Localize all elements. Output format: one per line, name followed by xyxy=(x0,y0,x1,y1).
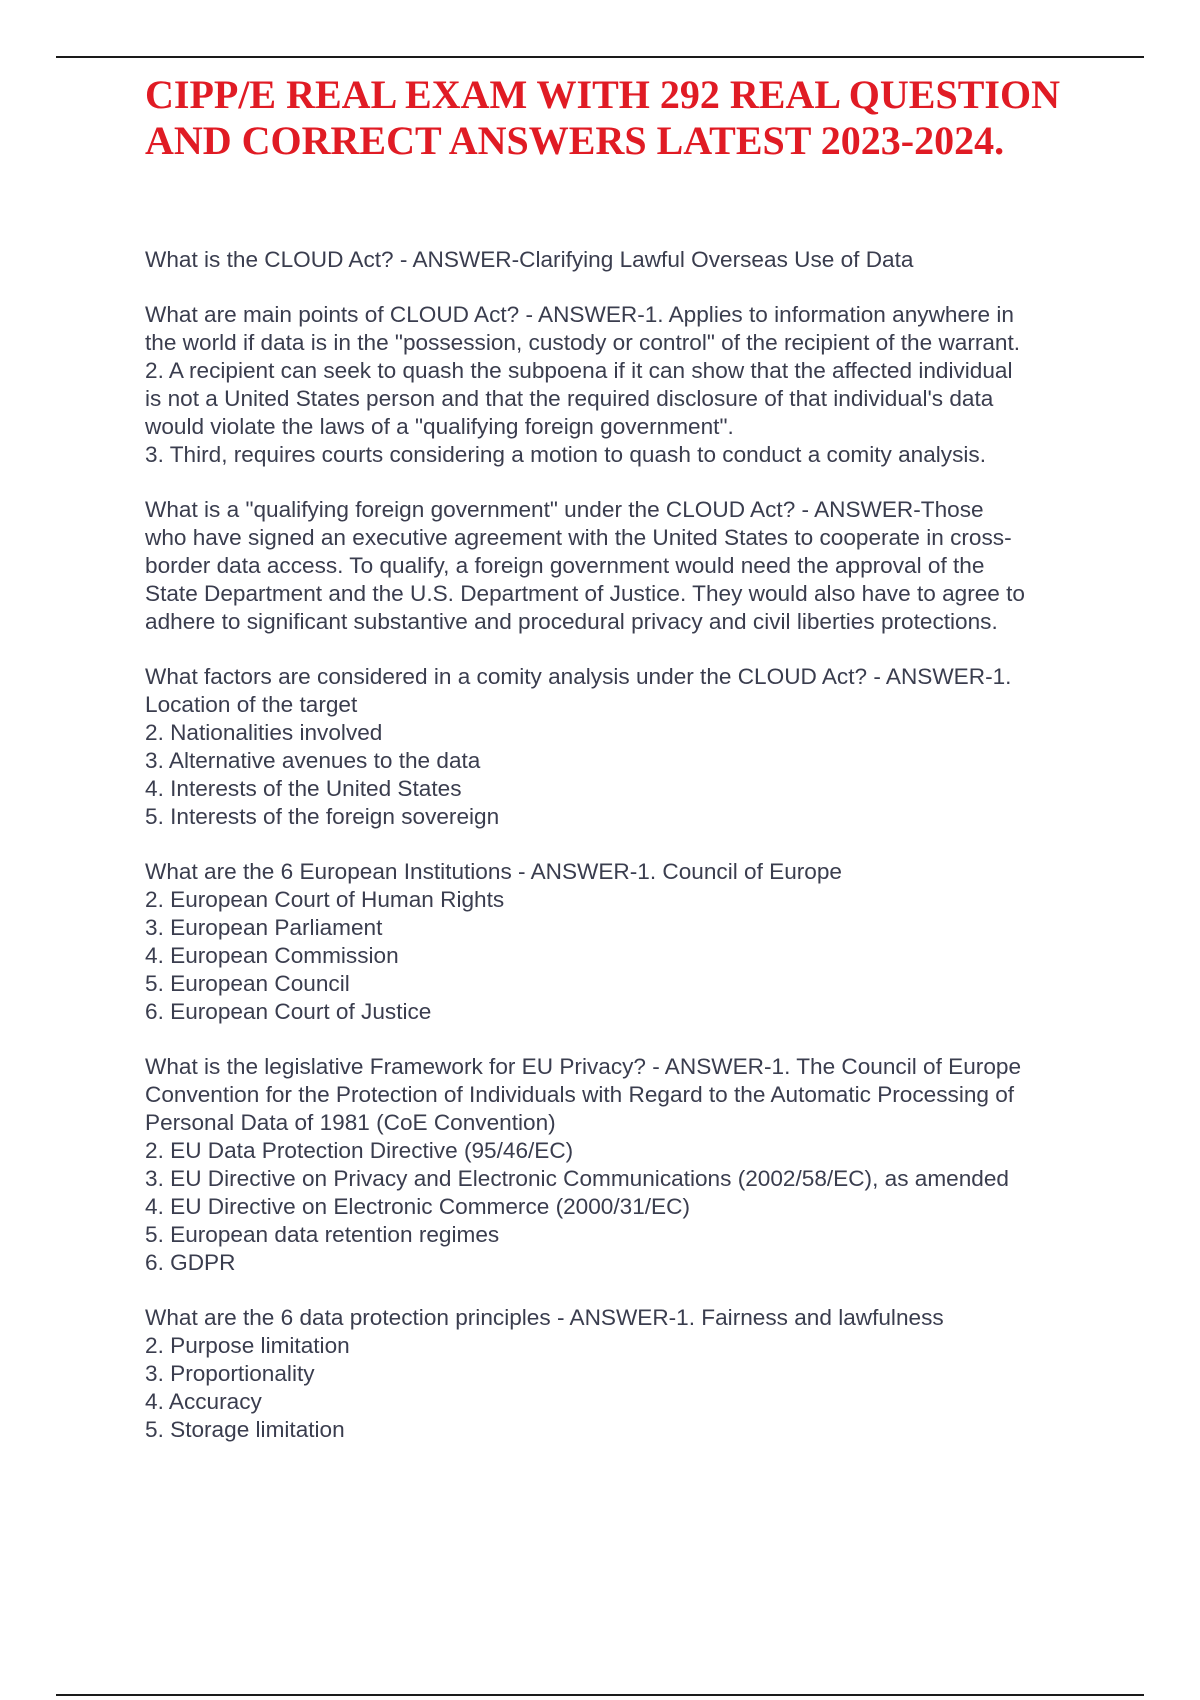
qa-line: Location of the target xyxy=(145,692,358,717)
qa-line: 2. European Court of Human Rights xyxy=(145,887,505,912)
qa-line: 5. European Council xyxy=(145,971,350,996)
qa-line: What is the legislative Framework for EU Privacy? - ANSWER-1. The Council of Europe xyxy=(145,1054,1022,1079)
qa-line: What factors are considered in a comity analysis under the CLOUD Act? - ANSWER-1. xyxy=(145,664,1012,689)
qa-line: State Department and the U.S. Department of Justice. They would also have to agree to xyxy=(145,581,1025,606)
qa-line: 4. European Commission xyxy=(145,943,399,968)
qa-line: What are the 6 data protection principles - ANSWER-1. Fairness and lawfulness xyxy=(145,1305,944,1330)
qa-line: 2. A recipient can seek to quash the subpoena if it can show that the affected individual xyxy=(145,358,1013,383)
qa-line: What are the 6 European Institutions - ANSWER-1. Council of Europe xyxy=(145,859,842,884)
qa-line: is not a United States person and that the required disclosure of that individual's data xyxy=(145,386,994,411)
qa-line: 6. European Court of Justice xyxy=(145,999,432,1024)
qa-item xyxy=(145,301,1100,469)
qa-line: the world if data is in the "possession, custody or control" of the recipient of the warrant. xyxy=(145,330,1021,355)
qa-line: Convention for the Protection of Individuals with Regard to the Automatic Processing of xyxy=(145,1082,1015,1107)
qa-line: who have signed an executive agreement with the United States to cooperate in cross- xyxy=(145,525,1012,550)
qa-line: 4. Accuracy xyxy=(145,1389,262,1414)
title-line-1: CIPP/E REAL EXAM WITH 292 REAL QUESTION xyxy=(145,72,1060,117)
qa-line: 3. European Parliament xyxy=(145,915,383,940)
qa-item xyxy=(145,246,1100,274)
qa-list xyxy=(145,246,1100,1471)
qa-item xyxy=(145,496,1100,636)
qa-item xyxy=(145,1304,1100,1444)
qa-line: 4. EU Directive on Electronic Commerce (2000/31/EC) xyxy=(145,1194,690,1219)
qa-line: 4. Interests of the United States xyxy=(145,776,462,801)
qa-line: border data access. To qualify, a foreign government would need the approval of the xyxy=(145,553,985,578)
qa-line: 5. Storage limitation xyxy=(145,1417,345,1442)
qa-item xyxy=(145,858,1100,1026)
footer-rule xyxy=(56,1694,1144,1696)
qa-line: What are main points of CLOUD Act? - ANSWER-1. Applies to information anywhere in xyxy=(145,302,1014,327)
qa-line: 3. Alternative avenues to the data xyxy=(145,748,481,773)
qa-line: 3. Third, requires courts considering a motion to quash to conduct a comity analysis. xyxy=(145,442,986,467)
qa-line: What is a "qualifying foreign government" under the CLOUD Act? - ANSWER-Those xyxy=(145,497,984,522)
header-rule xyxy=(56,56,1144,58)
qa-line: adhere to significant substantive and procedural privacy and civil liberties protections. xyxy=(145,609,998,634)
qa-line: 2. EU Data Protection Directive (95/46/EC) xyxy=(145,1138,574,1163)
qa-item xyxy=(145,663,1100,831)
qa-line: 5. Interests of the foreign sovereign xyxy=(145,804,500,829)
qa-line: would violate the laws of a "qualifying foreign government". xyxy=(145,414,734,439)
qa-line: 3. Proportionality xyxy=(145,1361,315,1386)
qa-line: 6. GDPR xyxy=(145,1250,236,1275)
title-line-2: AND CORRECT ANSWERS LATEST 2023-2024. xyxy=(145,118,1005,163)
qa-line: 2. Purpose limitation xyxy=(145,1333,350,1358)
qa-line: 3. EU Directive on Privacy and Electronic Communications (2002/58/EC), as amended xyxy=(145,1166,1009,1191)
qa-line: What is the CLOUD Act? - ANSWER-Clarifying Lawful Overseas Use of Data xyxy=(145,247,914,272)
qa-line: Personal Data of 1981 (CoE Convention) xyxy=(145,1110,556,1135)
document-title xyxy=(145,72,1145,164)
qa-item xyxy=(145,1053,1100,1277)
qa-line: 5. European data retention regimes xyxy=(145,1222,500,1247)
qa-line: 2. Nationalities involved xyxy=(145,720,383,745)
